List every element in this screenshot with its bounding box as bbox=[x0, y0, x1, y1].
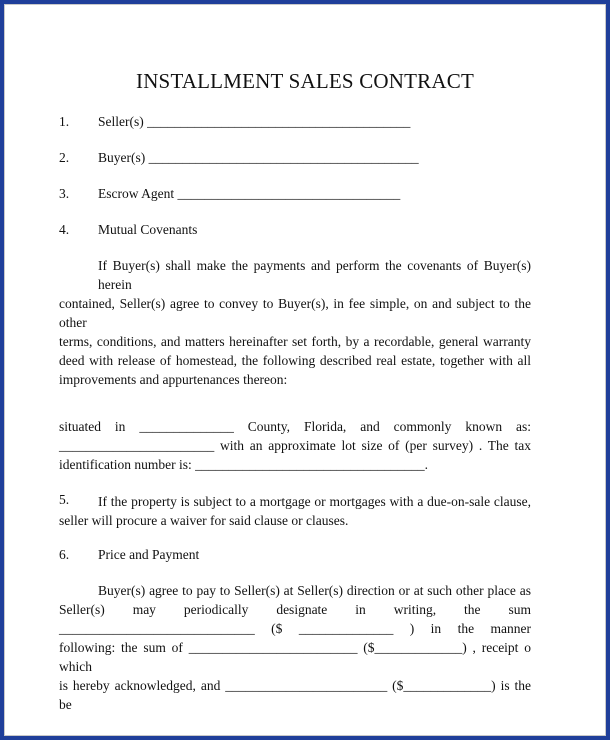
price-line: _____________________________ ($ ______________ ) in the manner bbox=[59, 621, 531, 636]
price-line: Buyer(s) agree to pay to Seller(s) at Seller(s) direction or at such other place as bbox=[98, 583, 531, 598]
price-line: Seller(s) may periodically designate in writing, the sum bbox=[59, 602, 531, 617]
price-paragraph bbox=[59, 581, 531, 714]
price-and-payment-heading: Price and Payment bbox=[98, 547, 200, 562]
item-3-number: 3. bbox=[59, 186, 70, 201]
price-line: following: the sum of _________________________ ($_____________) , receipt o which bbox=[59, 640, 531, 674]
document-page bbox=[4, 4, 606, 736]
escrow-agent-field: Escrow Agent _________________________________ bbox=[98, 186, 401, 201]
situated-line: _______________________ with an approximate lot size of (per survey) . The tax bbox=[59, 438, 531, 453]
buyer-field: Buyer(s) ________________________________________ bbox=[98, 150, 419, 165]
covenant-line: contained, Seller(s) agree to convey to Buyer(s), in fee simple, on and subject to the other bbox=[59, 296, 531, 330]
situated-line: identification number is: __________________________________. bbox=[59, 457, 428, 472]
item-1-number: 1. bbox=[59, 114, 70, 129]
price-line: is hereby acknowledged, and ________________________ ($_____________) is the be bbox=[59, 678, 531, 712]
covenant-line: deed with release of homestead, the following described real estate, together with all bbox=[59, 353, 531, 368]
covenant-line: If Buyer(s) shall make the payments and perform the covenants of Buyer(s) herein bbox=[98, 258, 531, 292]
document-title: INSTALLMENT SALES CONTRACT bbox=[136, 69, 474, 93]
mortgage-line: If the property is subject to a mortgage or mortgages with a due-on-sale clause, bbox=[98, 494, 531, 509]
item-2-number: 2. bbox=[59, 150, 70, 165]
situated-line: situated in ______________ County, Florida, and commonly known as: bbox=[59, 419, 531, 434]
mortgage-line: seller will procure a waiver for said clause or clauses. bbox=[59, 513, 349, 528]
covenant-line: terms, conditions, and matters hereinafter set forth, by a recordable, general warranty bbox=[59, 334, 531, 349]
seller-field: Seller(s) _______________________________________ bbox=[98, 114, 411, 129]
item-5-number: 5. bbox=[59, 492, 70, 507]
situated-paragraph bbox=[59, 417, 531, 474]
item-4-number: 4. bbox=[59, 222, 70, 237]
covenant-paragraph bbox=[59, 256, 531, 389]
mutual-covenants-heading: Mutual Covenants bbox=[98, 222, 198, 237]
covenant-line: improvements and appurtenances thereon: bbox=[59, 372, 288, 387]
item-6-number: 6. bbox=[59, 547, 70, 562]
mortgage-paragraph bbox=[59, 492, 531, 530]
